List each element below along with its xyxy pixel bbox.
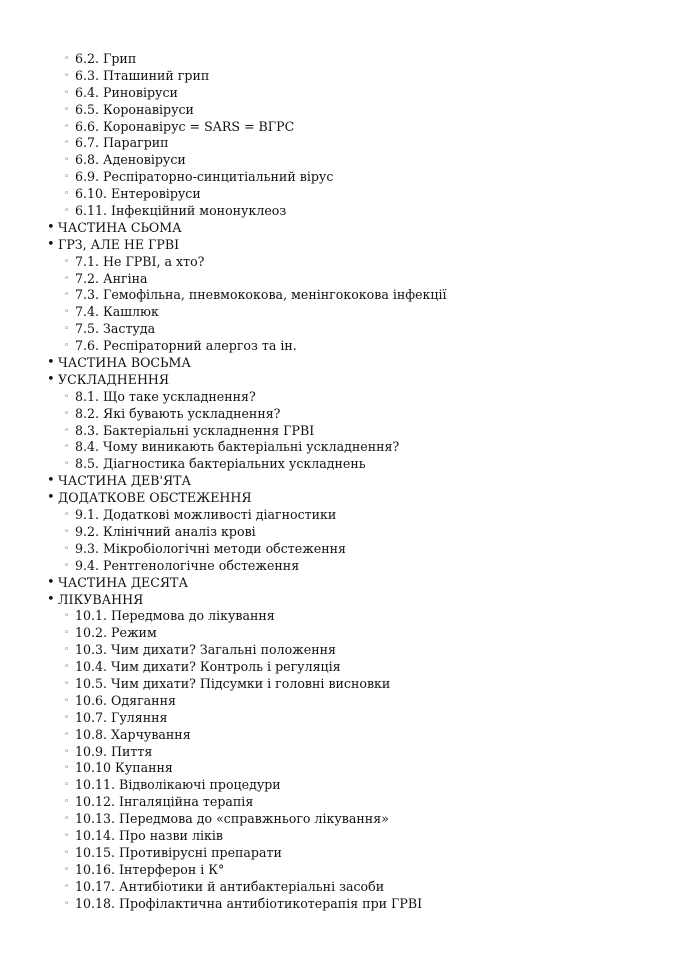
- circle-bullet-icon: ◦: [64, 307, 70, 318]
- toc-item-label: ЛІКУВАННЯ: [58, 591, 144, 607]
- toc-item-label: 6.9. Респіраторно-синцитіальний вірус: [75, 169, 334, 185]
- toc-subsection: [0, 203, 686, 220]
- circle-bullet-icon: ◦: [64, 273, 70, 284]
- toc-section: [0, 592, 686, 609]
- circle-bullet-icon: ◦: [64, 510, 70, 521]
- toc-subsection: [0, 439, 686, 456]
- disc-bullet-icon: •: [47, 574, 55, 590]
- toc-subsection: [0, 524, 686, 541]
- circle-bullet-icon: ◦: [64, 678, 70, 689]
- toc-item-label: 10.8. Харчування: [75, 726, 191, 742]
- toc-subsection: [0, 760, 686, 777]
- toc-item-label: 7.3. Гемофільна, пневмококова, менінгококова інфекції: [75, 287, 447, 303]
- toc-item-label: 7.4. Кашлюк: [75, 304, 159, 320]
- circle-bullet-icon: ◦: [64, 121, 70, 132]
- toc-item-label: 6.4. Риновіруси: [75, 84, 178, 100]
- circle-bullet-icon: ◦: [64, 459, 70, 470]
- toc-item-label: 9.4. Рентгенологічне обстеження: [75, 557, 300, 573]
- circle-bullet-icon: ◦: [64, 864, 70, 875]
- toc-subsection: [0, 169, 686, 186]
- toc-item-label: ДОДАТКОВЕ ОБСТЕЖЕННЯ: [58, 490, 252, 506]
- toc-subsection: [0, 558, 686, 575]
- toc-item-label: 8.2. Які бувають ускладнення?: [75, 405, 281, 421]
- toc-item-label: 6.3. Пташиний грип: [75, 67, 210, 83]
- toc-item-label: 7.1. Не ГРВІ, а хто?: [75, 253, 205, 269]
- circle-bullet-icon: ◦: [64, 155, 70, 166]
- toc-subsection: [0, 896, 686, 913]
- circle-bullet-icon: ◦: [64, 54, 70, 64]
- circle-bullet-icon: ◦: [64, 560, 70, 571]
- circle-bullet-icon: ◦: [64, 763, 70, 774]
- toc-item-label: ЧАСТИНА ВОСЬМА: [58, 355, 191, 371]
- circle-bullet-icon: ◦: [64, 341, 70, 352]
- toc-item-label: 10.15. Противірусні препарати: [75, 844, 282, 860]
- toc-section: [0, 372, 686, 389]
- toc-item-label: 10.5. Чим дихати? Підсумки і головні висновки: [75, 675, 391, 691]
- toc-item-label: 8.1. Що таке ускладнення?: [75, 388, 256, 404]
- toc-subsection: [0, 102, 686, 119]
- toc-subsection: [0, 254, 686, 271]
- circle-bullet-icon: ◦: [64, 695, 70, 706]
- circle-bullet-icon: ◦: [64, 881, 70, 892]
- disc-bullet-icon: •: [47, 219, 55, 235]
- circle-bullet-icon: ◦: [64, 290, 70, 301]
- toc-item-label: 10.16. Інтерферон і К°: [75, 861, 225, 877]
- circle-bullet-icon: ◦: [64, 797, 70, 808]
- circle-bullet-icon: ◦: [64, 425, 70, 436]
- toc-subsection: [0, 406, 686, 423]
- toc-item-label: 10.13. Передмова до «справжнього лікування»: [75, 811, 389, 827]
- toc-subsection: [0, 845, 686, 862]
- toc-item-label: 10.14. Про назви ліків: [75, 827, 223, 843]
- toc-item-label: 6.5. Коронавіруси: [75, 101, 194, 117]
- toc-subsection: [0, 152, 686, 169]
- toc-subsection: [0, 186, 686, 203]
- toc-subsection: [0, 777, 686, 794]
- disc-bullet-icon: •: [47, 355, 55, 371]
- toc-subsection: [0, 879, 686, 896]
- toc-subsection: [0, 625, 686, 642]
- toc-subsection: [0, 68, 686, 85]
- toc-item-label: 10.4. Чим дихати? Контроль і регуляція: [75, 659, 341, 675]
- toc-subsection: [0, 862, 686, 879]
- toc-subsection: [0, 507, 686, 524]
- disc-bullet-icon: •: [47, 591, 55, 607]
- toc-subsection: [0, 338, 686, 355]
- circle-bullet-icon: ◦: [64, 206, 70, 217]
- circle-bullet-icon: ◦: [64, 70, 70, 81]
- circle-bullet-icon: ◦: [64, 189, 70, 200]
- toc-item-label: 10.2. Режим: [75, 625, 157, 641]
- circle-bullet-icon: ◦: [64, 628, 70, 639]
- toc-item-label: 9.1. Додаткові можливості діагностики: [75, 507, 337, 523]
- toc-item-label: ЧАСТИНА СЬОМА: [58, 219, 182, 235]
- toc-item-label: 10.7. Гуляння: [75, 709, 168, 725]
- toc-subsection: [0, 744, 686, 761]
- toc-subsection: [0, 304, 686, 321]
- toc-section: [0, 575, 686, 592]
- toc-item-label: 10.3. Чим дихати? Загальні положення: [75, 642, 336, 658]
- circle-bullet-icon: ◦: [64, 138, 70, 149]
- toc-item-label: 10.17. Антибіотики й антибактеріальні засоби: [75, 878, 385, 894]
- circle-bullet-icon: ◦: [64, 645, 70, 656]
- toc-subsection: [0, 828, 686, 845]
- toc-item-label: 9.2. Клінічний аналіз крові: [75, 523, 256, 539]
- disc-bullet-icon: •: [47, 371, 55, 387]
- toc-section: [0, 237, 686, 254]
- circle-bullet-icon: ◦: [64, 104, 70, 115]
- circle-bullet-icon: ◦: [64, 712, 70, 723]
- circle-bullet-icon: ◦: [64, 172, 70, 183]
- toc-item-label: 10.1. Передмова до лікування: [75, 608, 275, 624]
- toc-subsection: [0, 51, 686, 68]
- toc-subsection: [0, 423, 686, 440]
- toc-subsection: [0, 456, 686, 473]
- circle-bullet-icon: ◦: [64, 814, 70, 825]
- toc-subsection: [0, 85, 686, 102]
- toc-subsection: [0, 287, 686, 304]
- toc-item-label: 6.10. Ентеровіруси: [75, 186, 201, 202]
- circle-bullet-icon: ◦: [64, 324, 70, 335]
- toc-subsection: [0, 271, 686, 288]
- toc-subsection: [0, 541, 686, 558]
- toc-subsection: [0, 727, 686, 744]
- toc-item-label: 8.3. Бактеріальні ускладнення ГРВІ: [75, 422, 315, 438]
- toc-subsection: [0, 389, 686, 406]
- circle-bullet-icon: ◦: [64, 830, 70, 841]
- toc-subsection: [0, 642, 686, 659]
- toc-item-label: 10.9. Пиття: [75, 743, 153, 759]
- toc-item-label: 9.3. Мікробіологічні методи обстеження: [75, 540, 346, 556]
- toc-section: [0, 490, 686, 507]
- circle-bullet-icon: ◦: [64, 442, 70, 453]
- disc-bullet-icon: •: [47, 490, 55, 506]
- toc-item-label: ЧАСТИНА ДЕВ'ЯТА: [58, 473, 192, 489]
- circle-bullet-icon: ◦: [64, 408, 70, 419]
- circle-bullet-icon: ◦: [64, 391, 70, 402]
- toc-item-label: 6.11. Інфекційний мононуклеоз: [75, 203, 287, 219]
- disc-bullet-icon: •: [47, 473, 55, 489]
- circle-bullet-icon: ◦: [64, 898, 70, 909]
- toc-item-label: 6.8. Аденовіруси: [75, 152, 186, 168]
- circle-bullet-icon: ◦: [64, 611, 70, 622]
- toc-item-label: 10.12. Інгаляційна терапія: [75, 794, 254, 810]
- circle-bullet-icon: ◦: [64, 543, 70, 554]
- toc-item-label: 6.7. Парагрип: [75, 135, 169, 151]
- toc-item-label: ЧАСТИНА ДЕСЯТА: [58, 574, 188, 590]
- toc-item-label: 10.11. Відволікаючі процедури: [75, 777, 281, 793]
- table-of-contents: [0, 51, 686, 912]
- toc-item-label: 7.2. Ангіна: [75, 270, 148, 286]
- toc-section: [0, 473, 686, 490]
- toc-subsection: [0, 135, 686, 152]
- circle-bullet-icon: ◦: [64, 662, 70, 673]
- toc-subsection: [0, 693, 686, 710]
- toc-item-label: 8.4. Чому виникають бактеріальні ускладнення?: [75, 439, 400, 455]
- circle-bullet-icon: ◦: [64, 780, 70, 791]
- circle-bullet-icon: ◦: [64, 746, 70, 757]
- toc-item-label: УСКЛАДНЕННЯ: [58, 371, 170, 387]
- circle-bullet-icon: ◦: [64, 256, 70, 267]
- toc-subsection: [0, 794, 686, 811]
- circle-bullet-icon: ◦: [64, 87, 70, 98]
- circle-bullet-icon: ◦: [64, 729, 70, 740]
- toc-item-label: 8.5. Діагностика бактеріальних ускладнень: [75, 456, 366, 472]
- toc-subsection: [0, 811, 686, 828]
- toc-subsection: [0, 321, 686, 338]
- toc-subsection: [0, 710, 686, 727]
- toc-item-label: ГРЗ, АЛЕ НЕ ГРВІ: [58, 236, 180, 252]
- toc-item-label: 7.5. Застуда: [75, 321, 156, 337]
- toc-item-label: 10.10 Купання: [75, 760, 173, 776]
- toc-subsection: [0, 119, 686, 136]
- toc-item-label: 6.6. Коронавірус = SARS = ВГРС: [75, 118, 295, 134]
- toc-item-label: 10.18. Профілактична антибіотикотерапія при ГРВІ: [75, 895, 423, 911]
- toc-subsection: [0, 676, 686, 693]
- toc-section: [0, 220, 686, 237]
- disc-bullet-icon: •: [47, 236, 55, 252]
- toc-item-label: 6.2. Грип: [75, 51, 137, 66]
- toc-section: [0, 355, 686, 372]
- toc-item-label: 7.6. Респіраторний алергоз та ін.: [75, 338, 297, 354]
- toc-subsection: [0, 608, 686, 625]
- toc-subsection: [0, 659, 686, 676]
- circle-bullet-icon: ◦: [64, 847, 70, 858]
- toc-item-label: 10.6. Одягання: [75, 692, 176, 708]
- circle-bullet-icon: ◦: [64, 526, 70, 537]
